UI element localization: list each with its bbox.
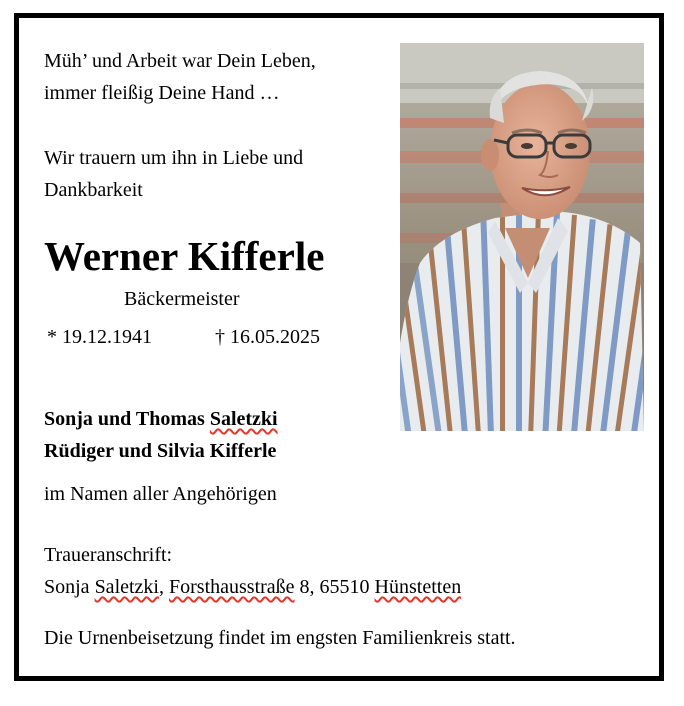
- motto-line-2: immer fleißig Deine Hand …: [44, 82, 280, 104]
- mourning-line-2: Dankbarkeit: [44, 179, 143, 201]
- address-label: Traueranschrift:: [44, 544, 173, 566]
- address-surname: Saletzki: [94, 576, 159, 598]
- portrait-illustration: [400, 43, 644, 431]
- motto-line-1: Müh’ und Arbeit war Dein Leben,: [44, 50, 316, 72]
- death-date: † 16.05.2025: [215, 326, 320, 348]
- mourners-line-1-names: Sonja und Thomas: [44, 408, 210, 430]
- relatives-line: im Namen aller Angehörigen: [44, 483, 277, 505]
- deceased-name: Werner Kifferle: [44, 233, 325, 279]
- address-number-zip: 8, 65510: [294, 576, 375, 598]
- mourning-line-1: Wir trauern um ihn in Liebe und: [44, 147, 304, 169]
- birth-date: * 19.12.1941: [47, 326, 152, 348]
- mourners-line-1: [44, 403, 278, 435]
- address-separator: ,: [159, 576, 169, 598]
- address-first-name: Sonja: [44, 576, 95, 598]
- mourners-line-2: Rüdiger und Silvia Kifferle: [44, 440, 277, 462]
- address-line: [44, 571, 461, 603]
- address-town: Hünstetten: [374, 576, 462, 598]
- portrait-photo: [400, 43, 644, 431]
- address-street: Forsthausstraße: [169, 576, 295, 598]
- deceased-profession: Bäckermeister: [124, 288, 240, 310]
- mourners-surname-saletzki: Saletzki: [209, 408, 278, 430]
- burial-notice: Die Urnenbeisetzung findet im engsten Familienkreis statt.: [44, 627, 516, 649]
